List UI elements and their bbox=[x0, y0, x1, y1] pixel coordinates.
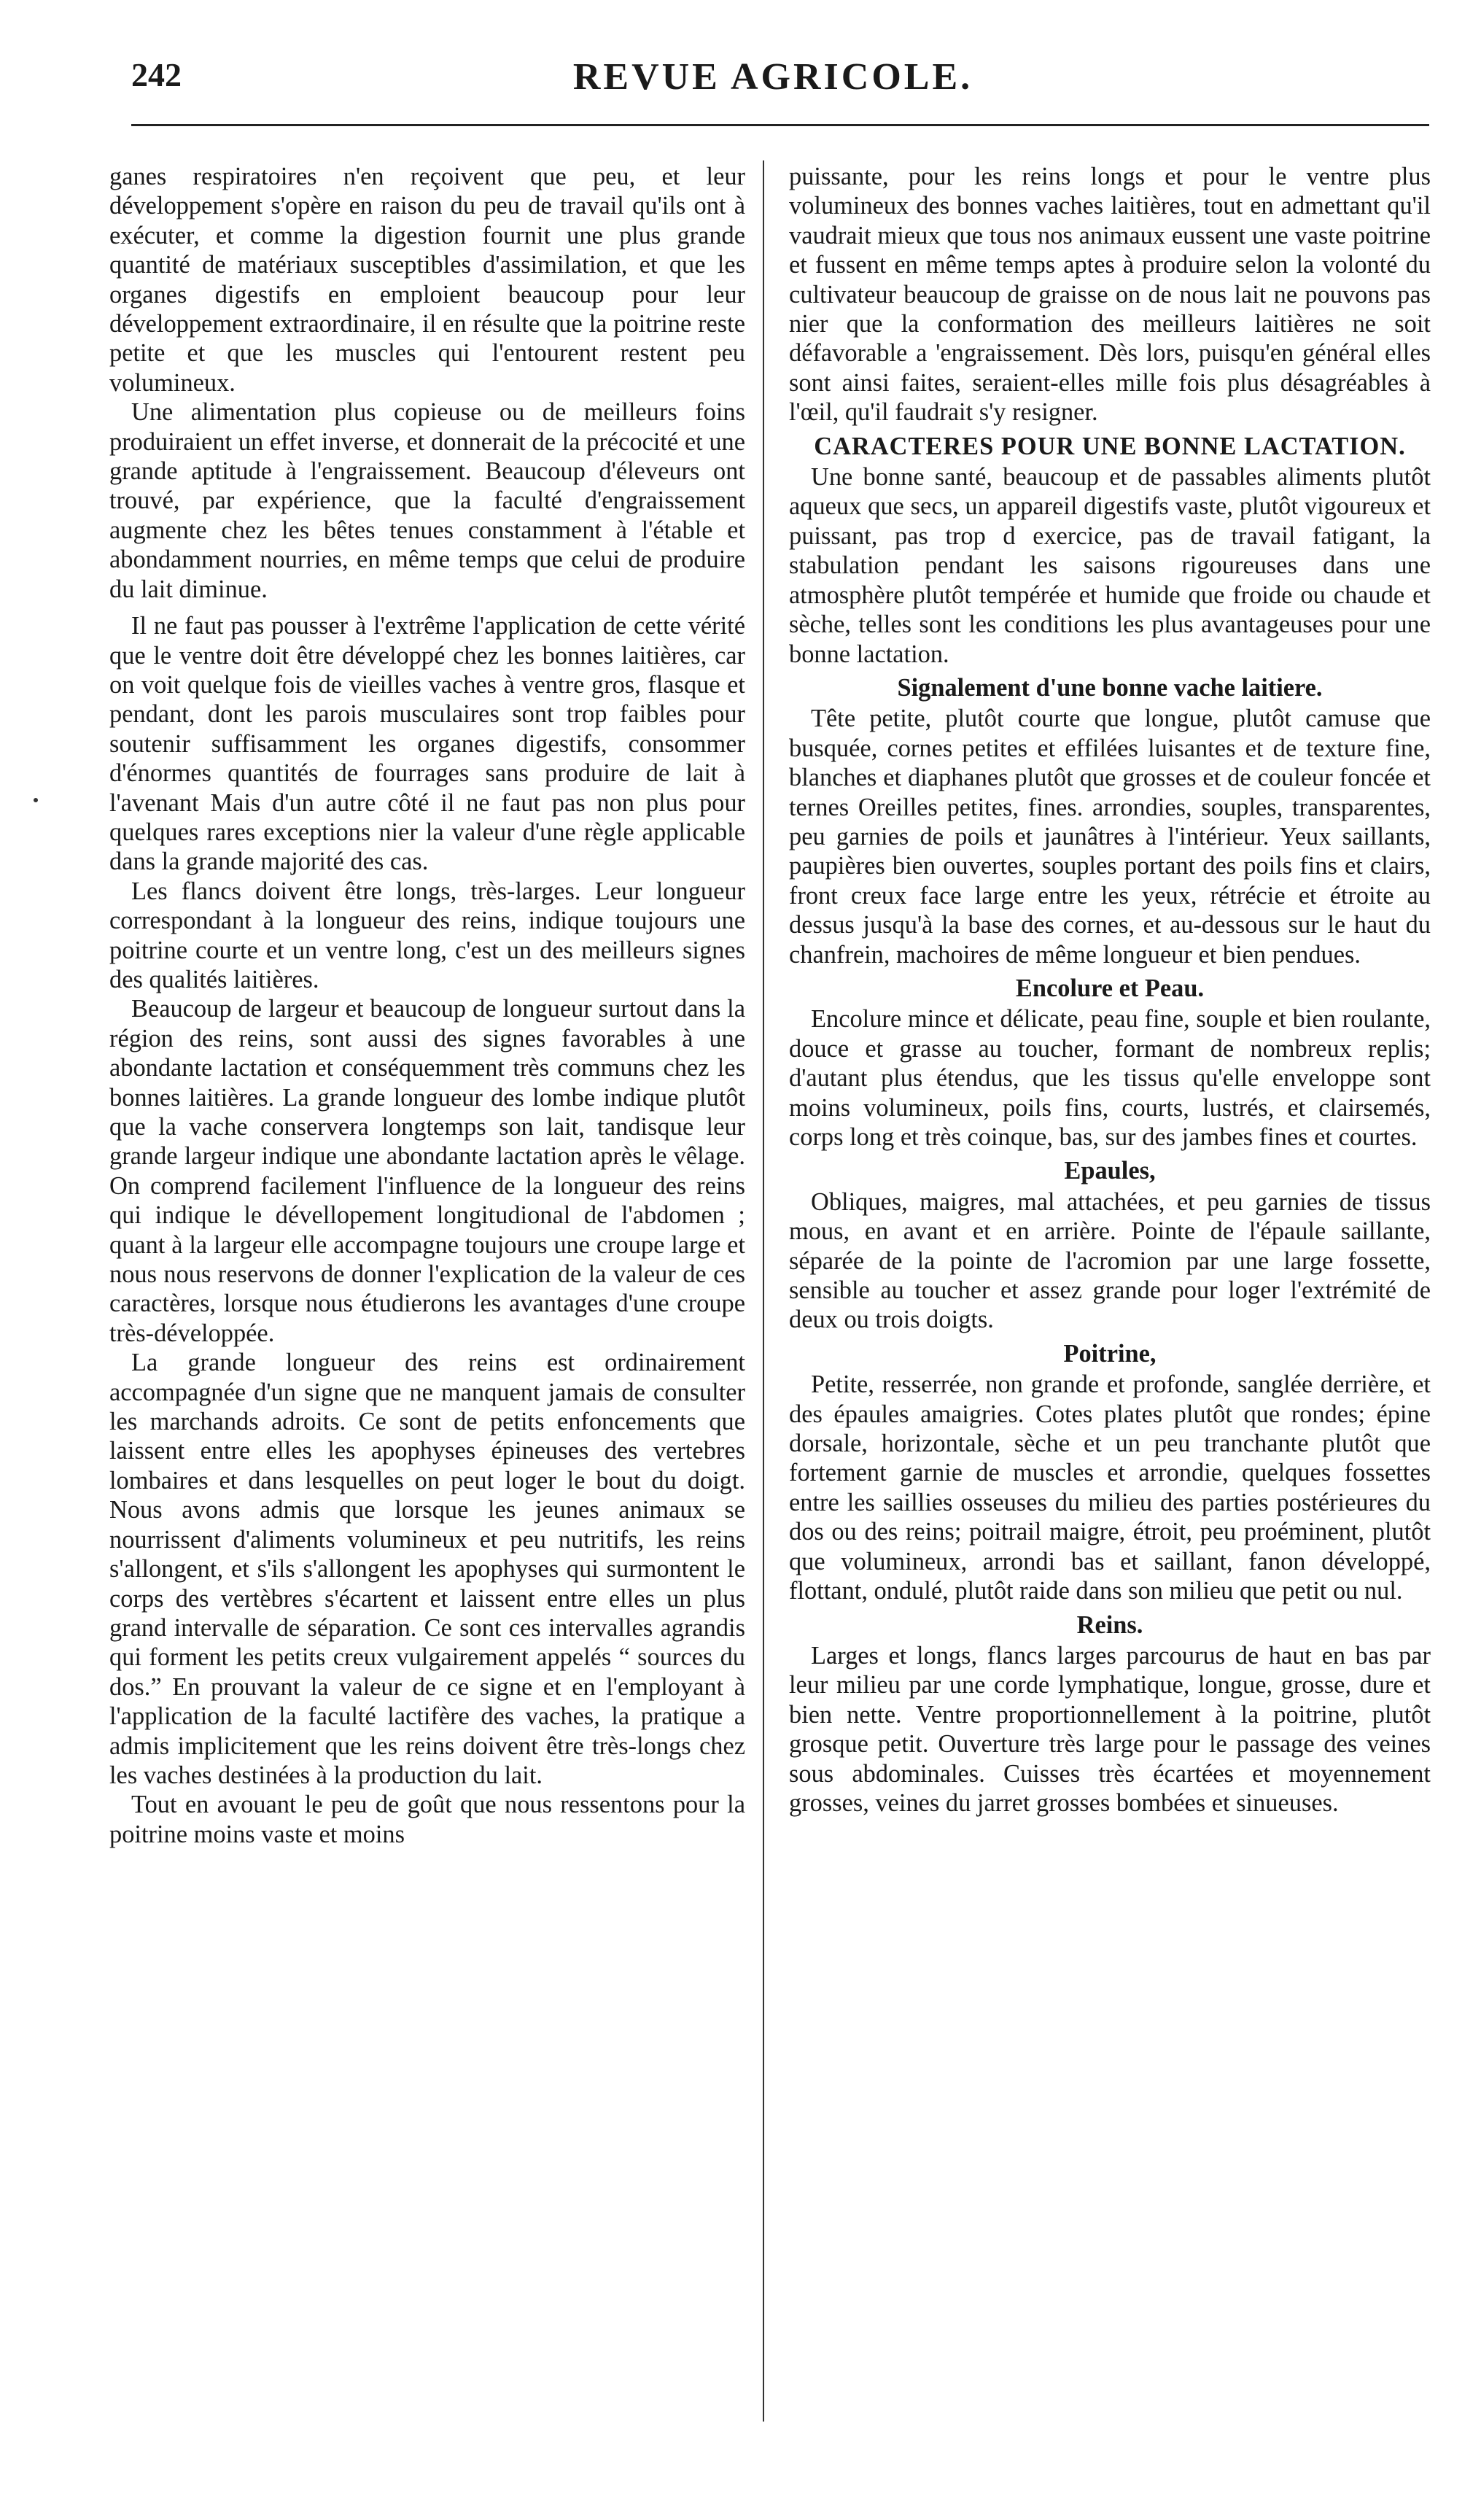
paragraph: Tête petite, plutôt courte que longue, plutôt camuse que busquée, cornes petites et effilées luisantes et de texture fine, blanches et diaphanes plutôt que grosses et de couleur foncée et ternes Oreilles petites, fines. arrondies, souples, transparentes, peu garnies de poils et jaunâtres à l'intérieur. Yeux saillants, paupières bien ouvertes, souples portant des poils fins et clairs, front creux face large entre les yeux, rétrécie et étroite au dessus jusqu'à la base des cornes, et au-dessous sur le haut du chanfrein, machoires de même longueur et bien pendues. bbox=[789, 705, 1431, 969]
page-number: 242 bbox=[131, 56, 182, 93]
paragraph: Une alimentation plus copieuse ou de meilleurs foins produiraient un effet inverse, et donnerait de la précocité et une grande aptitude à l'engraissement. Beaucoup d'éleveurs ont trouvé, par expérience, que la faculté d'engraissement augmente chez les bêtes tenues constamment à l'étable et abondamment nourries, en même temps que celui de produire du lait diminue. bbox=[109, 398, 745, 603]
header-rule bbox=[131, 124, 1429, 126]
section-heading-reins: Reins. bbox=[1076, 1610, 1143, 1639]
section-heading-poitrine: Poitrine, bbox=[1063, 1339, 1157, 1368]
stray-ink-dot bbox=[34, 798, 38, 802]
running-title: REVUE AGRICOLE. bbox=[572, 56, 973, 98]
column-divider bbox=[763, 160, 764, 2422]
paragraph: Les flancs doivent être longs, très-larges. Leur longueur correspondant à la longueur des reins, indique toujours une poitrine courte et un ventre long, c'est un des meilleurs signes des qualités laitières. bbox=[109, 877, 745, 993]
paragraph: Tout en avouant le peu de goût que nous ressentons pour la poitrine moins vaste et moins bbox=[109, 1791, 745, 1848]
paragraph: Larges et longs, flancs larges parcourus de haut en bas par leur milieu par une corde lymphatique, longue, grosse, dure et bien nette. Ventre proportionnellement à la poitrine, plutôt grosque petit. Ouverture très large pour le passage des veines sous abdominales. Cuisses très écartées et moyennement grosses, veines du jarret grosses bombées et sinueuses. bbox=[789, 1641, 1431, 1817]
right-column bbox=[789, 162, 1431, 1818]
paragraph: Encolure mince et délicate, peau fine, souple et bien roulante, douce et grasse au toucher, formant de nombreux replis; d'autant plus étendus, que les tissus qu'elle enveloppe sont moins volumineux, poils fins, courts, lustrés, et clairsemés, corps long et très coinque, bas, sur des jambes fines et courtes. bbox=[789, 1005, 1431, 1151]
page-header bbox=[131, 50, 1415, 115]
section-heading-lactation: CARACTERES POUR UNE BONNE LACTATION. bbox=[814, 432, 1406, 460]
paragraph: Il ne faut pas pousser à l'extrême l'application de cette vérité que le ventre doit être développé chez les bonnes laitières, car on voit quelque fois de vieilles vaches à ventre gros, flasque et pendant, dont les parois musculaires sont trop faibles pour soutenir suffisamment les organes digestifs, consommer d'énormes quantités de fourrages sans produire de lait à l'avenant Mais d'un autre côté il ne faut pas non plus pour quelques rares exceptions nier la valeur d'une règle applicable dans la grande majorité des cas. bbox=[109, 612, 745, 876]
paragraph: ganes respiratoires n'en reçoivent que peu, et leur développement s'opère en raison du peu de travail qu'ils ont à exécuter, et comme la digestion fournit une plus grande quantité de matériaux susceptibles d'assimilation, et que les organes digestifs en emploient beaucoup pour leur développement extraordinaire, il en résulte que la poitrine reste petite et que les muscles qui l'entourent restent peu volumineux. bbox=[109, 163, 745, 397]
paragraph: Petite, resserrée, non grande et profonde, sanglée derrière, et des épaules amaigries. Cotes plates plutôt que rondes; épine dorsale, horizontale, sèche et un peu tranchante plutôt que fortement garnie de muscles et arrondie, quelques fossettes entre les saillies osseuses du milieu des parties postérieures du dos ou des reins; poitrail maigre, étroit, peu proéminent, plutôt que volumineux, arrondi bas et saillant, fanon développé, flottant, ondulé, plutôt raide dans son milieu que petit ou nul. bbox=[789, 1371, 1431, 1605]
paragraph: Beaucoup de largeur et beaucoup de longueur surtout dans la région des reins, sont aussi des signes favorables à une abondante lactation et conséquemment très communs chez les bonnes laitières. La grande longueur des lombe indique plutôt que la vache conservera longtemps son lait, tandisque leur grande largeur indique une abondante lactation après le vêlage. On comprend facilement l'influence de la longueur des reins qui indique le dévellopement longitudional de l'abdomen ; quant à la largeur elle accompagne toujours une croupe large et nous nous reservons de donner l'explication de la valeur de ces caractères, lorsque nous étudierons les avantages d'une croupe très-développée. bbox=[109, 995, 745, 1347]
paragraph: puissante, pour les reins longs et pour le ventre plus volumineux des bonnes vaches laitières, tout en admettant qu'il vaudrait mieux que tous nos animaux eussent une vaste poitrine et fussent en même temps aptes à produire selon la volonté du cultivateur beaucoup de graisse on de nous lait ne pouvons pas nier que la conformation des meilleurs laitières ne soit défavorable a 'engraissement. Dès lors, puisqu'en général elles sont ainsi faites, seraient-elles mille fois plus désagréables à l'œil, qu'il faudrait s'y resigner. bbox=[789, 163, 1431, 427]
section-heading-epaules: Epaules, bbox=[1064, 1157, 1156, 1185]
paragraph: La grande longueur des reins est ordinairement accompagnée d'un signe que ne manquent jamais de consulter les marchands adroits. Ce sont de petits enfoncements que laissent entre elles les apophyses épineuses des vertebres lombaires et dans lesquelles on peut loger le bout du doigt. Nous avons admis que lorsque les jeunes animaux se nourrissent d'aliments volumineux et peu nutritifs, les reins s'allongent, et s'ils s'allongent les apophyses qui surmontent le corps des vertèbres s'écartent et laissent entre elles un plus grand intervalle de séparation. Ce sont ces intervalles agrandis qui forment les petits creux vulgairement appelés “ sources du dos.” En prouvant la valeur de ce signe et en l'employant à l'application de la faculté lactifère des vaches, la pratique a admis implicitement que les reins doivent être très-longs chez les vaches destinées à la production du lait. bbox=[109, 1349, 745, 1789]
section-heading-signalement: Signalement d'une bonne vache laitiere. bbox=[897, 673, 1323, 702]
paragraph: Obliques, maigres, mal attachées, et peu garnies de tissus mous, en avant et en arrière. Pointe de l'épaule saillante, séparée de la pointe de l'acromion par une large fossette, sensible au toucher et assez grande pour loger l'extrémité de deux ou trois doigts. bbox=[789, 1187, 1431, 1334]
section-heading-encolure: Encolure et Peau. bbox=[1015, 974, 1205, 1002]
paragraph: Une bonne santé, beaucoup et de passables aliments plutôt aqueux que secs, un appareil digestifs vaste, plutôt vigoureux et puissant, pas trop d exercice, pas de travail fatigant, la stabulation pendant les saisons rigoureuses dans une atmosphère plutôt tempérée et humide que froide ou chaude et sèche, telles sont les conditions les plus avantageuses pour une bonne lactation. bbox=[789, 463, 1431, 668]
left-column bbox=[109, 162, 745, 1849]
